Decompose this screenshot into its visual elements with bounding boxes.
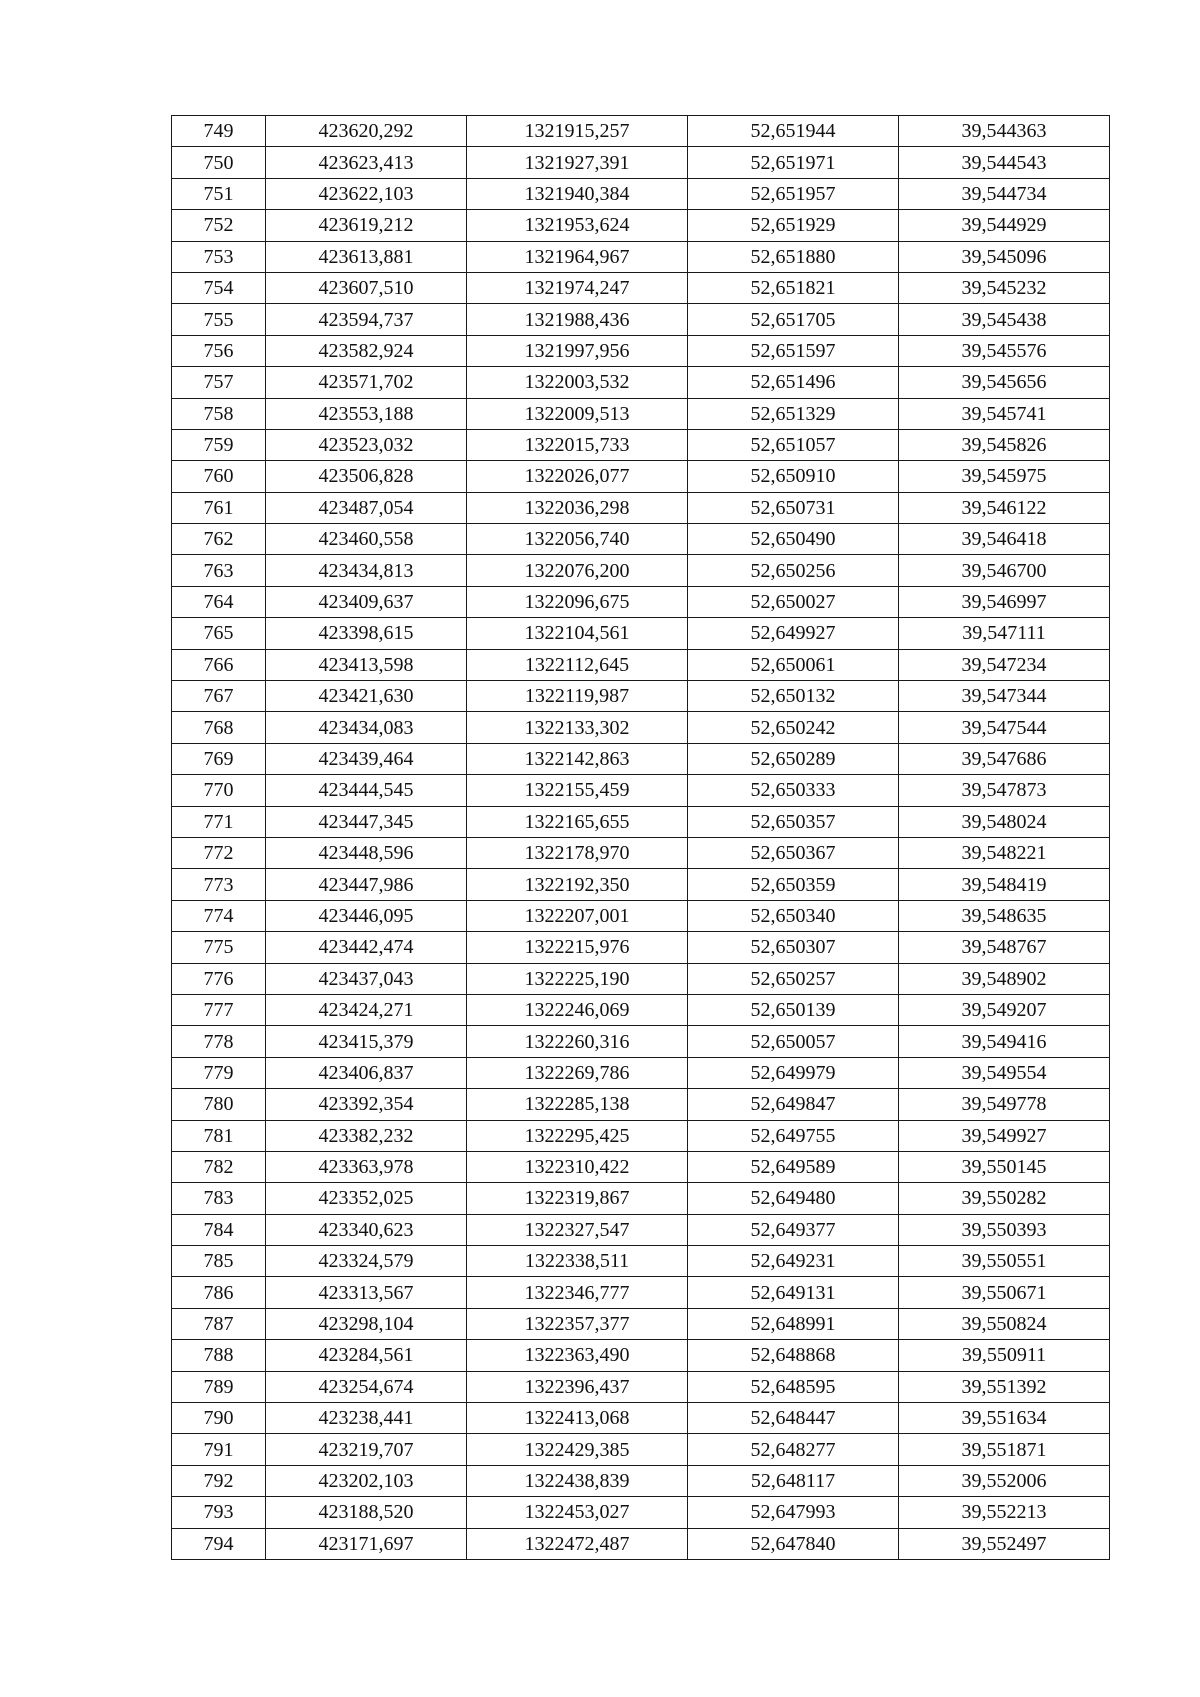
x-coordinate-cell: 423415,379 (266, 1026, 467, 1057)
x-coordinate-cell: 423409,637 (266, 586, 467, 617)
table-row (172, 241, 1110, 272)
longitude-cell: 39,550393 (899, 1214, 1110, 1245)
x-coordinate-cell: 423313,567 (266, 1277, 467, 1308)
table-row (172, 1246, 1110, 1277)
x-coordinate-cell: 423352,025 (266, 1183, 467, 1214)
table-row (172, 1214, 1110, 1245)
y-coordinate-cell: 1322119,987 (467, 681, 688, 712)
y-coordinate-cell: 1322438,839 (467, 1465, 688, 1496)
x-coordinate-cell: 423447,345 (266, 806, 467, 837)
point-number-cell: 752 (172, 210, 266, 241)
x-coordinate-cell: 423439,464 (266, 743, 467, 774)
table-row (172, 116, 1110, 147)
longitude-cell: 39,548221 (899, 837, 1110, 868)
latitude-cell: 52,649231 (688, 1246, 899, 1277)
y-coordinate-cell: 1322009,513 (467, 398, 688, 429)
y-coordinate-cell: 1322026,077 (467, 461, 688, 492)
longitude-cell: 39,552213 (899, 1497, 1110, 1528)
latitude-cell: 52,648277 (688, 1434, 899, 1465)
x-coordinate-cell: 423406,837 (266, 1057, 467, 1088)
latitude-cell: 52,650359 (688, 869, 899, 900)
longitude-cell: 39,547111 (899, 618, 1110, 649)
point-number-cell: 758 (172, 398, 266, 429)
table-row (172, 555, 1110, 586)
x-coordinate-cell: 423448,596 (266, 837, 467, 868)
point-number-cell: 761 (172, 492, 266, 523)
longitude-cell: 39,545576 (899, 335, 1110, 366)
y-coordinate-cell: 1321988,436 (467, 304, 688, 335)
latitude-cell: 52,650357 (688, 806, 899, 837)
y-coordinate-cell: 1321953,624 (467, 210, 688, 241)
latitude-cell: 52,651597 (688, 335, 899, 366)
y-coordinate-cell: 1322165,655 (467, 806, 688, 837)
longitude-cell: 39,544363 (899, 116, 1110, 147)
table-row (172, 1057, 1110, 1088)
latitude-cell: 52,647840 (688, 1528, 899, 1559)
point-number-cell: 773 (172, 869, 266, 900)
longitude-cell: 39,548902 (899, 963, 1110, 994)
latitude-cell: 52,649480 (688, 1183, 899, 1214)
x-coordinate-cell: 423460,558 (266, 524, 467, 555)
y-coordinate-cell: 1322225,190 (467, 963, 688, 994)
y-coordinate-cell: 1322429,385 (467, 1434, 688, 1465)
y-coordinate-cell: 1322096,675 (467, 586, 688, 617)
y-coordinate-cell: 1322285,138 (467, 1089, 688, 1120)
y-coordinate-cell: 1322003,532 (467, 367, 688, 398)
table-row (172, 869, 1110, 900)
x-coordinate-cell: 423398,615 (266, 618, 467, 649)
latitude-cell: 52,651329 (688, 398, 899, 429)
y-coordinate-cell: 1322015,733 (467, 429, 688, 460)
table-row (172, 1465, 1110, 1496)
latitude-cell: 52,650057 (688, 1026, 899, 1057)
latitude-cell: 52,651496 (688, 367, 899, 398)
latitude-cell: 52,649589 (688, 1151, 899, 1182)
longitude-cell: 39,547686 (899, 743, 1110, 774)
table-row (172, 1403, 1110, 1434)
y-coordinate-cell: 1322260,316 (467, 1026, 688, 1057)
x-coordinate-cell: 423437,043 (266, 963, 467, 994)
point-number-cell: 776 (172, 963, 266, 994)
latitude-cell: 52,650132 (688, 681, 899, 712)
y-coordinate-cell: 1322295,425 (467, 1120, 688, 1151)
latitude-cell: 52,650307 (688, 932, 899, 963)
x-coordinate-cell: 423363,978 (266, 1151, 467, 1182)
y-coordinate-cell: 1322246,069 (467, 994, 688, 1025)
latitude-cell: 52,650256 (688, 555, 899, 586)
point-number-cell: 755 (172, 304, 266, 335)
table-row (172, 681, 1110, 712)
x-coordinate-cell: 423623,413 (266, 147, 467, 178)
x-coordinate-cell: 423219,707 (266, 1434, 467, 1465)
table-row (172, 1528, 1110, 1559)
latitude-cell: 52,650910 (688, 461, 899, 492)
x-coordinate-cell: 423434,083 (266, 712, 467, 743)
point-number-cell: 756 (172, 335, 266, 366)
y-coordinate-cell: 1322155,459 (467, 775, 688, 806)
table-row (172, 1089, 1110, 1120)
point-number-cell: 782 (172, 1151, 266, 1182)
table-row (172, 398, 1110, 429)
table-row (172, 1340, 1110, 1371)
longitude-cell: 39,549927 (899, 1120, 1110, 1151)
point-number-cell: 786 (172, 1277, 266, 1308)
latitude-cell: 52,651957 (688, 178, 899, 209)
longitude-cell: 39,548419 (899, 869, 1110, 900)
point-number-cell: 780 (172, 1089, 266, 1120)
table-row (172, 304, 1110, 335)
latitude-cell: 52,648991 (688, 1308, 899, 1339)
longitude-cell: 39,550824 (899, 1308, 1110, 1339)
y-coordinate-cell: 1322215,976 (467, 932, 688, 963)
table-row (172, 837, 1110, 868)
latitude-cell: 52,650257 (688, 963, 899, 994)
longitude-cell: 39,544929 (899, 210, 1110, 241)
x-coordinate-cell: 423434,813 (266, 555, 467, 586)
table-row (172, 1308, 1110, 1339)
y-coordinate-cell: 1321974,247 (467, 272, 688, 303)
longitude-cell: 39,545438 (899, 304, 1110, 335)
x-coordinate-cell: 423421,630 (266, 681, 467, 712)
longitude-cell: 39,544543 (899, 147, 1110, 178)
y-coordinate-cell: 1322346,777 (467, 1277, 688, 1308)
latitude-cell: 52,648117 (688, 1465, 899, 1496)
point-number-cell: 754 (172, 272, 266, 303)
table-row (172, 492, 1110, 523)
y-coordinate-cell: 1322472,487 (467, 1528, 688, 1559)
point-number-cell: 777 (172, 994, 266, 1025)
point-number-cell: 789 (172, 1371, 266, 1402)
table-row (172, 932, 1110, 963)
longitude-cell: 39,547344 (899, 681, 1110, 712)
y-coordinate-cell: 1322413,068 (467, 1403, 688, 1434)
latitude-cell: 52,649979 (688, 1057, 899, 1088)
point-number-cell: 770 (172, 775, 266, 806)
latitude-cell: 52,650731 (688, 492, 899, 523)
latitude-cell: 52,651944 (688, 116, 899, 147)
longitude-cell: 39,550551 (899, 1246, 1110, 1277)
point-number-cell: 749 (172, 116, 266, 147)
point-number-cell: 774 (172, 900, 266, 931)
table-row (172, 618, 1110, 649)
point-number-cell: 779 (172, 1057, 266, 1088)
latitude-cell: 52,648868 (688, 1340, 899, 1371)
x-coordinate-cell: 423171,697 (266, 1528, 467, 1559)
y-coordinate-cell: 1322112,645 (467, 649, 688, 680)
y-coordinate-cell: 1322357,377 (467, 1308, 688, 1339)
x-coordinate-cell: 423582,924 (266, 335, 467, 366)
table-row (172, 210, 1110, 241)
latitude-cell: 52,650289 (688, 743, 899, 774)
y-coordinate-cell: 1322310,422 (467, 1151, 688, 1182)
y-coordinate-cell: 1322363,490 (467, 1340, 688, 1371)
longitude-cell: 39,550282 (899, 1183, 1110, 1214)
longitude-cell: 39,550145 (899, 1151, 1110, 1182)
latitude-cell: 52,649131 (688, 1277, 899, 1308)
x-coordinate-cell: 423523,032 (266, 429, 467, 460)
x-coordinate-cell: 423424,271 (266, 994, 467, 1025)
longitude-cell: 39,547544 (899, 712, 1110, 743)
x-coordinate-cell: 423607,510 (266, 272, 467, 303)
x-coordinate-cell: 423284,561 (266, 1340, 467, 1371)
longitude-cell: 39,549554 (899, 1057, 1110, 1088)
table-row (172, 1434, 1110, 1465)
table-row (172, 712, 1110, 743)
longitude-cell: 39,544734 (899, 178, 1110, 209)
y-coordinate-cell: 1321940,384 (467, 178, 688, 209)
y-coordinate-cell: 1322076,200 (467, 555, 688, 586)
y-coordinate-cell: 1322036,298 (467, 492, 688, 523)
x-coordinate-cell: 423594,737 (266, 304, 467, 335)
longitude-cell: 39,546700 (899, 555, 1110, 586)
x-coordinate-cell: 423298,104 (266, 1308, 467, 1339)
latitude-cell: 52,649755 (688, 1120, 899, 1151)
latitude-cell: 52,650333 (688, 775, 899, 806)
x-coordinate-cell: 423447,986 (266, 869, 467, 900)
latitude-cell: 52,650367 (688, 837, 899, 868)
x-coordinate-cell: 423202,103 (266, 1465, 467, 1496)
point-number-cell: 783 (172, 1183, 266, 1214)
x-coordinate-cell: 423506,828 (266, 461, 467, 492)
longitude-cell: 39,551392 (899, 1371, 1110, 1402)
latitude-cell: 52,651929 (688, 210, 899, 241)
latitude-cell: 52,651821 (688, 272, 899, 303)
longitude-cell: 39,546418 (899, 524, 1110, 555)
table-row (172, 775, 1110, 806)
y-coordinate-cell: 1322104,561 (467, 618, 688, 649)
table-row (172, 1026, 1110, 1057)
latitude-cell: 52,650027 (688, 586, 899, 617)
latitude-cell: 52,650490 (688, 524, 899, 555)
point-number-cell: 751 (172, 178, 266, 209)
point-number-cell: 759 (172, 429, 266, 460)
table-row (172, 994, 1110, 1025)
point-number-cell: 757 (172, 367, 266, 398)
y-coordinate-cell: 1322142,863 (467, 743, 688, 774)
coordinates-table (171, 115, 1110, 1560)
latitude-cell: 52,651057 (688, 429, 899, 460)
latitude-cell: 52,650139 (688, 994, 899, 1025)
y-coordinate-cell: 1321927,391 (467, 147, 688, 178)
x-coordinate-cell: 423442,474 (266, 932, 467, 963)
y-coordinate-cell: 1322133,302 (467, 712, 688, 743)
point-number-cell: 792 (172, 1465, 266, 1496)
longitude-cell: 39,549207 (899, 994, 1110, 1025)
longitude-cell: 39,550671 (899, 1277, 1110, 1308)
point-number-cell: 785 (172, 1246, 266, 1277)
y-coordinate-cell: 1322178,970 (467, 837, 688, 868)
x-coordinate-cell: 423382,232 (266, 1120, 467, 1151)
point-number-cell: 771 (172, 806, 266, 837)
point-number-cell: 769 (172, 743, 266, 774)
table-row (172, 524, 1110, 555)
point-number-cell: 791 (172, 1434, 266, 1465)
latitude-cell: 52,649377 (688, 1214, 899, 1245)
coordinates-table-body (172, 116, 1110, 1560)
point-number-cell: 753 (172, 241, 266, 272)
longitude-cell: 39,545741 (899, 398, 1110, 429)
point-number-cell: 790 (172, 1403, 266, 1434)
x-coordinate-cell: 423622,103 (266, 178, 467, 209)
table-row (172, 806, 1110, 837)
latitude-cell: 52,647993 (688, 1497, 899, 1528)
x-coordinate-cell: 423446,095 (266, 900, 467, 931)
table-row (172, 461, 1110, 492)
table-row (172, 147, 1110, 178)
point-number-cell: 788 (172, 1340, 266, 1371)
x-coordinate-cell: 423254,674 (266, 1371, 467, 1402)
y-coordinate-cell: 1322192,350 (467, 869, 688, 900)
x-coordinate-cell: 423487,054 (266, 492, 467, 523)
longitude-cell: 39,548635 (899, 900, 1110, 931)
longitude-cell: 39,549778 (899, 1089, 1110, 1120)
point-number-cell: 750 (172, 147, 266, 178)
table-row (172, 429, 1110, 460)
point-number-cell: 762 (172, 524, 266, 555)
x-coordinate-cell: 423613,881 (266, 241, 467, 272)
latitude-cell: 52,649847 (688, 1089, 899, 1120)
y-coordinate-cell: 1322396,437 (467, 1371, 688, 1402)
y-coordinate-cell: 1322319,867 (467, 1183, 688, 1214)
latitude-cell: 52,651705 (688, 304, 899, 335)
point-number-cell: 793 (172, 1497, 266, 1528)
y-coordinate-cell: 1321964,967 (467, 241, 688, 272)
longitude-cell: 39,545656 (899, 367, 1110, 398)
x-coordinate-cell: 423620,292 (266, 116, 467, 147)
point-number-cell: 778 (172, 1026, 266, 1057)
latitude-cell: 52,648447 (688, 1403, 899, 1434)
point-number-cell: 760 (172, 461, 266, 492)
table-row (172, 1120, 1110, 1151)
y-coordinate-cell: 1322207,001 (467, 900, 688, 931)
table-row (172, 963, 1110, 994)
table-row (172, 272, 1110, 303)
table-row (172, 178, 1110, 209)
table-row (172, 1497, 1110, 1528)
longitude-cell: 39,545826 (899, 429, 1110, 460)
table-row (172, 900, 1110, 931)
table-row (172, 1151, 1110, 1182)
latitude-cell: 52,651971 (688, 147, 899, 178)
latitude-cell: 52,648595 (688, 1371, 899, 1402)
longitude-cell: 39,548024 (899, 806, 1110, 837)
x-coordinate-cell: 423324,579 (266, 1246, 467, 1277)
table-row (172, 1183, 1110, 1214)
longitude-cell: 39,547234 (899, 649, 1110, 680)
longitude-cell: 39,546122 (899, 492, 1110, 523)
latitude-cell: 52,649927 (688, 618, 899, 649)
point-number-cell: 768 (172, 712, 266, 743)
longitude-cell: 39,552497 (899, 1528, 1110, 1559)
latitude-cell: 52,650061 (688, 649, 899, 680)
latitude-cell: 52,650340 (688, 900, 899, 931)
y-coordinate-cell: 1322269,786 (467, 1057, 688, 1088)
table-row (172, 335, 1110, 366)
latitude-cell: 52,651880 (688, 241, 899, 272)
point-number-cell: 763 (172, 555, 266, 586)
y-coordinate-cell: 1321997,956 (467, 335, 688, 366)
x-coordinate-cell: 423188,520 (266, 1497, 467, 1528)
y-coordinate-cell: 1321915,257 (467, 116, 688, 147)
longitude-cell: 39,545975 (899, 461, 1110, 492)
x-coordinate-cell: 423392,354 (266, 1089, 467, 1120)
y-coordinate-cell: 1322056,740 (467, 524, 688, 555)
point-number-cell: 764 (172, 586, 266, 617)
longitude-cell: 39,549416 (899, 1026, 1110, 1057)
point-number-cell: 784 (172, 1214, 266, 1245)
longitude-cell: 39,546997 (899, 586, 1110, 617)
x-coordinate-cell: 423238,441 (266, 1403, 467, 1434)
point-number-cell: 781 (172, 1120, 266, 1151)
point-number-cell: 775 (172, 932, 266, 963)
longitude-cell: 39,551871 (899, 1434, 1110, 1465)
latitude-cell: 52,650242 (688, 712, 899, 743)
y-coordinate-cell: 1322453,027 (467, 1497, 688, 1528)
x-coordinate-cell: 423553,188 (266, 398, 467, 429)
y-coordinate-cell: 1322327,547 (467, 1214, 688, 1245)
x-coordinate-cell: 423340,623 (266, 1214, 467, 1245)
longitude-cell: 39,550911 (899, 1340, 1110, 1371)
x-coordinate-cell: 423413,598 (266, 649, 467, 680)
x-coordinate-cell: 423444,545 (266, 775, 467, 806)
table-row (172, 1371, 1110, 1402)
table-row (172, 649, 1110, 680)
point-number-cell: 767 (172, 681, 266, 712)
longitude-cell: 39,551634 (899, 1403, 1110, 1434)
longitude-cell: 39,548767 (899, 932, 1110, 963)
point-number-cell: 794 (172, 1528, 266, 1559)
table-row (172, 367, 1110, 398)
table-row (172, 743, 1110, 774)
y-coordinate-cell: 1322338,511 (467, 1246, 688, 1277)
longitude-cell: 39,545232 (899, 272, 1110, 303)
table-row (172, 1277, 1110, 1308)
point-number-cell: 765 (172, 618, 266, 649)
longitude-cell: 39,545096 (899, 241, 1110, 272)
longitude-cell: 39,552006 (899, 1465, 1110, 1496)
point-number-cell: 772 (172, 837, 266, 868)
longitude-cell: 39,547873 (899, 775, 1110, 806)
point-number-cell: 787 (172, 1308, 266, 1339)
point-number-cell: 766 (172, 649, 266, 680)
table-row (172, 586, 1110, 617)
x-coordinate-cell: 423571,702 (266, 367, 467, 398)
x-coordinate-cell: 423619,212 (266, 210, 467, 241)
